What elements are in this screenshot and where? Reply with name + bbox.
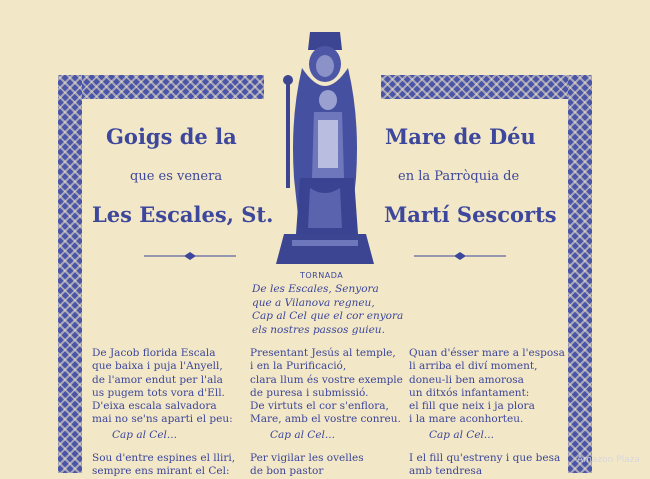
verse-line: Quan d'ésser mare a l'esposa: [409, 347, 565, 359]
verse-line: D'eixa escala salvadora: [92, 400, 217, 413]
tornada-line: els nostres passos guieu.: [252, 323, 385, 336]
title-line-1-left: Goigs de la: [106, 124, 237, 149]
watermark: Amazon Plaza: [577, 455, 640, 465]
verse-line: i la mare aconhorteu.: [409, 413, 524, 426]
border-left: [58, 75, 82, 473]
verse-line: De Jacob florida Escala: [92, 347, 216, 359]
verse-line: sempre ens mirant el Cel:: [92, 465, 230, 478]
verse-line: Per vigilar les ovelles: [250, 452, 364, 465]
verse-refrain: Cap al Cel...: [112, 428, 177, 441]
verse-line: de puresa i submissió.: [250, 386, 369, 399]
verse-line: clara llum és vostre exemple: [250, 373, 403, 386]
verse-line: De virtuts el cor s'enflora,: [250, 400, 389, 413]
verse-line: Sou d'entre espines el lliri,: [92, 452, 236, 465]
border-right: [568, 75, 592, 473]
verse-line: el fill que neix i ja plora: [409, 400, 535, 413]
verse-column-1: [92, 347, 250, 479]
ornament-left: [144, 252, 236, 260]
verse-line: li arriba el diví moment,: [409, 360, 538, 373]
verse-column-2: [250, 347, 408, 479]
verse-line: Mare, amb el vostre conreu.: [250, 413, 401, 426]
title-line-2-right: en la Parròquia de: [398, 169, 520, 184]
verse-line: de bon pastor: [250, 465, 324, 478]
verse-refrain: Cap al Cel...: [429, 428, 494, 441]
tornada-label: TORNADA: [300, 271, 344, 280]
border-top-left: [58, 75, 264, 99]
tornada-line: que a Vilanova regneu,: [252, 296, 375, 309]
verse-refrain: Cap al Cel...: [270, 428, 335, 441]
ornament-right: [414, 252, 506, 260]
tornada-line: Cap al Cel que el cor enyora: [252, 310, 404, 322]
tornada-verse: [252, 283, 422, 337]
verse-line: mai no se'ns aparti el peu:: [92, 413, 233, 426]
verse-line: un ditxós infantament:: [409, 386, 530, 399]
verse-line: amb tendresa: [409, 465, 483, 478]
verse-column-3: [409, 347, 567, 479]
border-top-right: [381, 75, 592, 99]
verse-line: de l'amor endut per l'ala: [92, 373, 223, 386]
verse-line: que baixa i puja l'Anyell,: [92, 360, 223, 373]
verse-line: I el fill qu'estreny i que besa: [409, 452, 561, 465]
title-line-1-right: Mare de Déu: [385, 124, 536, 149]
verse-line: us pugem tots vora d'Ell.: [92, 386, 225, 399]
verse-line: i en la Purificació,: [250, 360, 347, 373]
title-line-3-right: Martí Sescorts: [384, 202, 557, 227]
tornada-line: De les Escales, Senyora: [252, 283, 379, 295]
verse-line: Presentant Jesús al temple,: [250, 347, 396, 359]
virgin-statue-image: [270, 28, 380, 264]
title-line-2-left: que es venera: [130, 169, 223, 184]
title-line-3-left: Les Escales, St.: [92, 202, 274, 227]
verse-line: doneu-li ben amorosa: [409, 373, 524, 386]
